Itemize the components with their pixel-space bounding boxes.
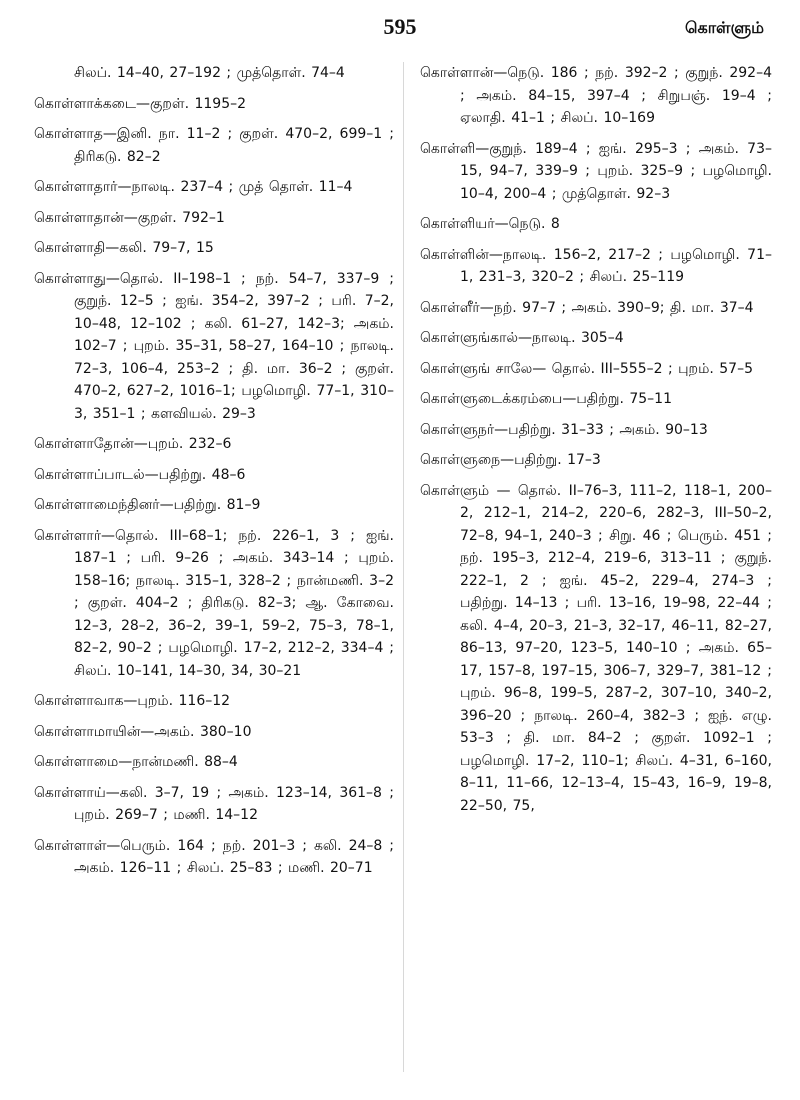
index-entry: கொள்ளாமை—நான்மணி. 88–4 (34, 754, 238, 770)
index-entry: கொள்ளின்—நாலடி. 156–2, 217–2 ; பழமொழி. 71–1, 231–3, 320–2 ; சிலப். 25–119 (420, 246, 772, 285)
index-entry: கொள்ளாதார்—நாலடி. 237–4 ; முத் தொள். 11–4 (34, 179, 353, 195)
page-number: 595 (383, 14, 417, 39)
index-entry: கொள்ளாவாக—புறம். 116–12 (34, 693, 231, 709)
index-entry: கொள்ளாள்—பெரும். 164 ; நற். 201–3 ; கலி. 24–8 ; அகம். 126–11 ; சிலப். 25–83 ; மணி. 20–71 (34, 837, 394, 876)
index-entry: கொள்ளார்—தொல். III–68–1; நற். 226–1, 3 ; ஐங். 187–1 ; பரி. 9–26 ; அகம். 343–14 ; புறம். 158–16; நாலடி. 315–1, 328–2 ; நான்மணி. 3–2 ; குறள். 404–2 ; திரிகடு. 82–3; ஆ. கோவை. 12–3, 28–2, 36–2, 39–1, 59–2, 75–3, 78–1, 82–2, 90–2 ; பழமொழி. 17–2, 212–2, 334–4 ; சிலப். 10–141, 14–30, 34, 30–21 (34, 527, 394, 679)
index-entry: கொள்ளாது—தொல். II–198–1 ; நற். 54–7, 337–9 ; குறுந். 12–5 ; ஐங். 354–2, 397–2 ; பரி. 7–2, 10–48, 12–102 ; கலி. 61–27, 142–3; அகம். 102–7 ; புறம். 35–31, 58–27, 164–10 ; நாலடி. 72–3, 106–4, 253–2 ; தி. மா. 36–2 ; குறள். 470–2, 627–2, 1016–1; பழமொழி. 77–1, 310–3, 351–1 ; களவியல். 29–3 (34, 270, 394, 422)
index-entry: கொள்ளாதோன்—புறம். 232–6 (34, 436, 232, 452)
index-entry: கொள்ளாதான்—குறள். 792–1 (34, 209, 225, 226)
index-entry: கொள்ளாக்கடை—குறள். 1195–2 (34, 95, 247, 112)
index-entry: கொள்ளும் — தொல். II–76–3, 111–2, 118–1, 200–2, 212–1, 214–2, 220–6, 282–3, III–50–2, 72–8, 94–1, 240–3 ; சிறு. 46 ; பெரும். 451 ; நற். 195–3, 212–4, 219–6, 313–11 ; குறுந். 222–1, 2 ; ஐங். 45–2, 229–4, 274–3 ; பதிற்று. 14–13 ; பரி. 13–16, 19–98, 22–44 ; கலி. 4–4, 20–3, 21–3, 32–17, 46–11, 82–27, 86–13, 97–20, 123–5, 140–10 ; அகம். 65–17, 157–8, 197–15, 306–7, 329–7, 381–12 ; புறம். 96–8, 199–5, 287–2, 307–10, 340–2, 396–20 ; நாலடி. 260–4, 382–3 ; ஐந். எழு. 53–3 ; தி. மா. 84–2 ; குறள். 1092–1 ; பழமொழி. 17–2, 110–1; சிலப். 4–31, 6–160, 8–11, 11–66, 12–13–4, 15–43, 16–9, 19–8, 22–50, 75, (420, 482, 772, 814)
right-column (420, 62, 772, 825)
index-entry: கொள்ளுநர்—பதிற்று. 31–33 ; அகம். 90–13 (420, 421, 708, 438)
index-entry: கொள்ளான்—நெடு. 186 ; நற். 392–2 ; குறுந். 292–4 ; அகம். 84–15, 397–4 ; சிறுபஞ். 19–4 ; ஏலாதி. 41–1 ; சிலப். 10–169 (420, 65, 772, 126)
index-entry: கொள்ளாத—இனி. நா. 11–2 ; குறள். 470–2, 699–1 ; திரிகடு. 82–2 (34, 126, 394, 165)
index-entry: கொள்ளீர்—நற். 97–7 ; அகம். 390–9; தி. மா. 37–4 (420, 299, 754, 316)
index-entry: கொள்ளாதி—கலி. 79–7, 15 (34, 240, 214, 256)
left-column (34, 62, 394, 888)
column-divider (403, 62, 404, 1072)
index-entry: கொள்ளாமாயின்—அகம். 380–10 (34, 723, 252, 740)
index-entry: கொள்ளுங் சாலே— தொல். III–555–2 ; புறம். 57–5 (420, 360, 753, 377)
index-entry: கொள்ளி—குறுந். 189–4 ; ஐங். 295–3 ; அகம். 73–15, 94–7, 339–9 ; புறம். 325–9 ; பழமொழி. 10–4, 200–4 ; முத்தொள். 92–3 (420, 140, 772, 202)
index-entry: கொள்ளாமைந்தினர்—பதிற்று. 81–9 (34, 497, 261, 513)
index-entry: சிலப். 14–40, 27–192 ; முத்தொள். 74–4 (74, 65, 345, 81)
index-entry: கொள்ளாய்—கலி. 3–7, 19 ; அகம். 123–14, 361–8 ; புறம். 269–7 ; மணி. 14–12 (34, 784, 394, 823)
running-head: கொள்ளும் (685, 18, 764, 37)
index-entry: கொள்ளுங்கால்—நாலடி. 305–4 (420, 330, 624, 346)
index-entry: கொள்ளுடைக்கரம்பை—பதிற்று. 75–11 (420, 391, 672, 407)
index-entry: கொள்ளுநை—பதிற்று. 17–3 (420, 452, 601, 468)
index-entry: கொள்ளியர்—நெடு. 8 (420, 216, 560, 232)
index-entry: கொள்ளாப்பாடல்—பதிற்று. 48–6 (34, 466, 246, 483)
